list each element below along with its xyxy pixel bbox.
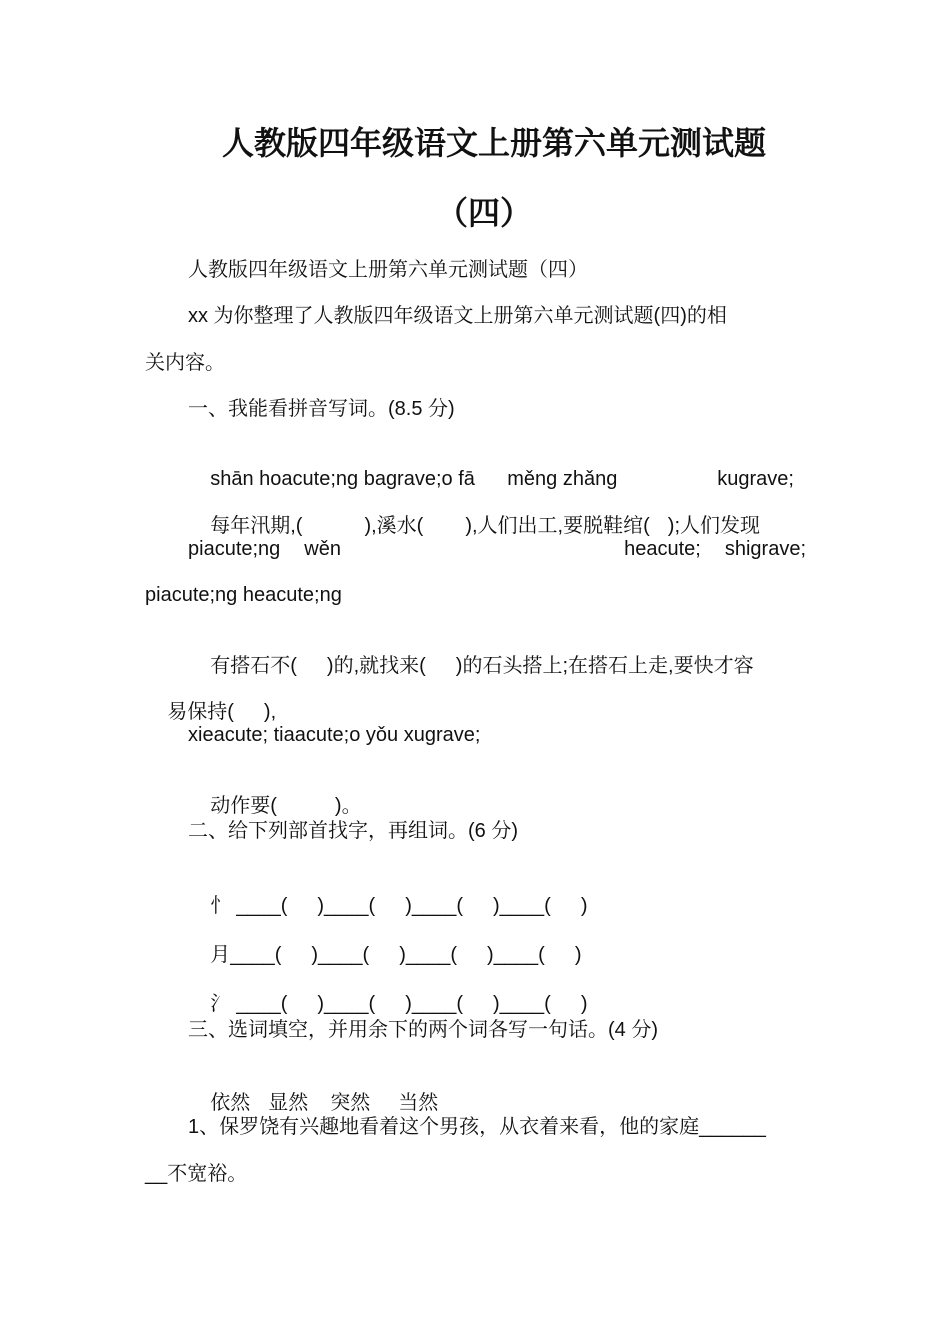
intro-title: 人教版四年级语文上册第六单元测试题（四） <box>188 259 588 281</box>
pinyin-item: shigrave; <box>724 538 806 560</box>
intro-summary-line2: 关内容。 <box>145 352 225 374</box>
blank-cell: )____( <box>317 895 376 917</box>
blank-cell: )____( <box>493 895 551 917</box>
page-title-suffix: （四） <box>436 194 533 232</box>
pinyin-item: heacute; <box>624 538 701 560</box>
blank-cell: )____( <box>311 944 370 966</box>
pinyin-item: piacute;ng <box>188 538 281 560</box>
page-title: 人教版四年级语文上册第六单元测试题 <box>222 124 767 162</box>
pinyin-item: měng zhǎng <box>507 468 618 490</box>
pinyin-row3: xieacute; tiaacute;o yǒu xugrave; <box>188 724 481 746</box>
question1-line1: 1、保罗饶有兴趣地看着这个男孩，从衣着来看，他的家庭______ <box>188 1116 766 1138</box>
pinyin-item: wěn <box>304 538 341 560</box>
sentence-fragment: )的石头搭上;在搭石上走,要快才容 <box>455 655 754 677</box>
blank-cell: ____( <box>236 993 288 1015</box>
blank-cell: )____( <box>487 944 545 966</box>
sentence-fragment: )。 <box>334 795 362 817</box>
sentence-fragment: 有搭石不( <box>210 655 297 677</box>
word-option: 显然 <box>268 1092 309 1114</box>
section3-heading: 三、选词填空，并用余下的两个词各写一句话。(4 分) <box>188 1019 658 1041</box>
sentence-fragment: ),人们出工,要脱鞋绾( <box>465 515 650 537</box>
blank-cell: ____( <box>236 895 288 917</box>
sentence-fragment: 动作要( <box>210 795 277 817</box>
radical-label: 月 <box>210 944 231 966</box>
word-option: 依然 <box>210 1092 251 1114</box>
word-option: 突然 <box>330 1092 371 1114</box>
section1-heading: 一、我能看拼音写词。(8.5 分) <box>188 398 455 420</box>
sentence-fragment: );人们发现 <box>667 515 760 537</box>
pinyin-item: kugrave; <box>717 468 794 490</box>
radical-label: 氵 <box>210 993 231 1015</box>
word-option: 当然 <box>398 1092 439 1114</box>
sentence-fragment: ),溪水( <box>364 515 424 537</box>
blank-cell: )____( <box>405 993 464 1015</box>
pinyin-item: shān hoacute;ng bagrave;o fā <box>210 468 475 490</box>
blank-cell: )____( <box>399 944 458 966</box>
blank-cell: ____( <box>230 944 282 966</box>
sentence-fragment: )的,就找来( <box>326 655 426 677</box>
sentence-fragment: 每年汛期,( <box>210 515 303 537</box>
blank-cell: )____( <box>493 993 551 1015</box>
section2-heading: 二、给下列部首找字，再组词。(6 分) <box>188 820 518 842</box>
blank-cell: )____( <box>317 993 376 1015</box>
blank-cell: )____( <box>405 895 464 917</box>
intro-summary-line1: xx 为你整理了人教版四年级语文上册第六单元测试题(四)的相 <box>188 305 727 327</box>
blank-cell: ) <box>574 944 582 966</box>
blank-cell: ) <box>580 895 588 917</box>
sentence-fragment: 易保持( <box>167 701 234 723</box>
question1-line2: __不宽裕。 <box>145 1163 248 1185</box>
radical-label: 忄 <box>210 895 231 917</box>
pinyin-row2-cont: piacute;ng heacute;ng <box>145 584 342 606</box>
sentence-fragment: ), <box>263 701 277 723</box>
blank-cell: ) <box>580 993 588 1015</box>
pinyin-row2 <box>188 537 806 561</box>
